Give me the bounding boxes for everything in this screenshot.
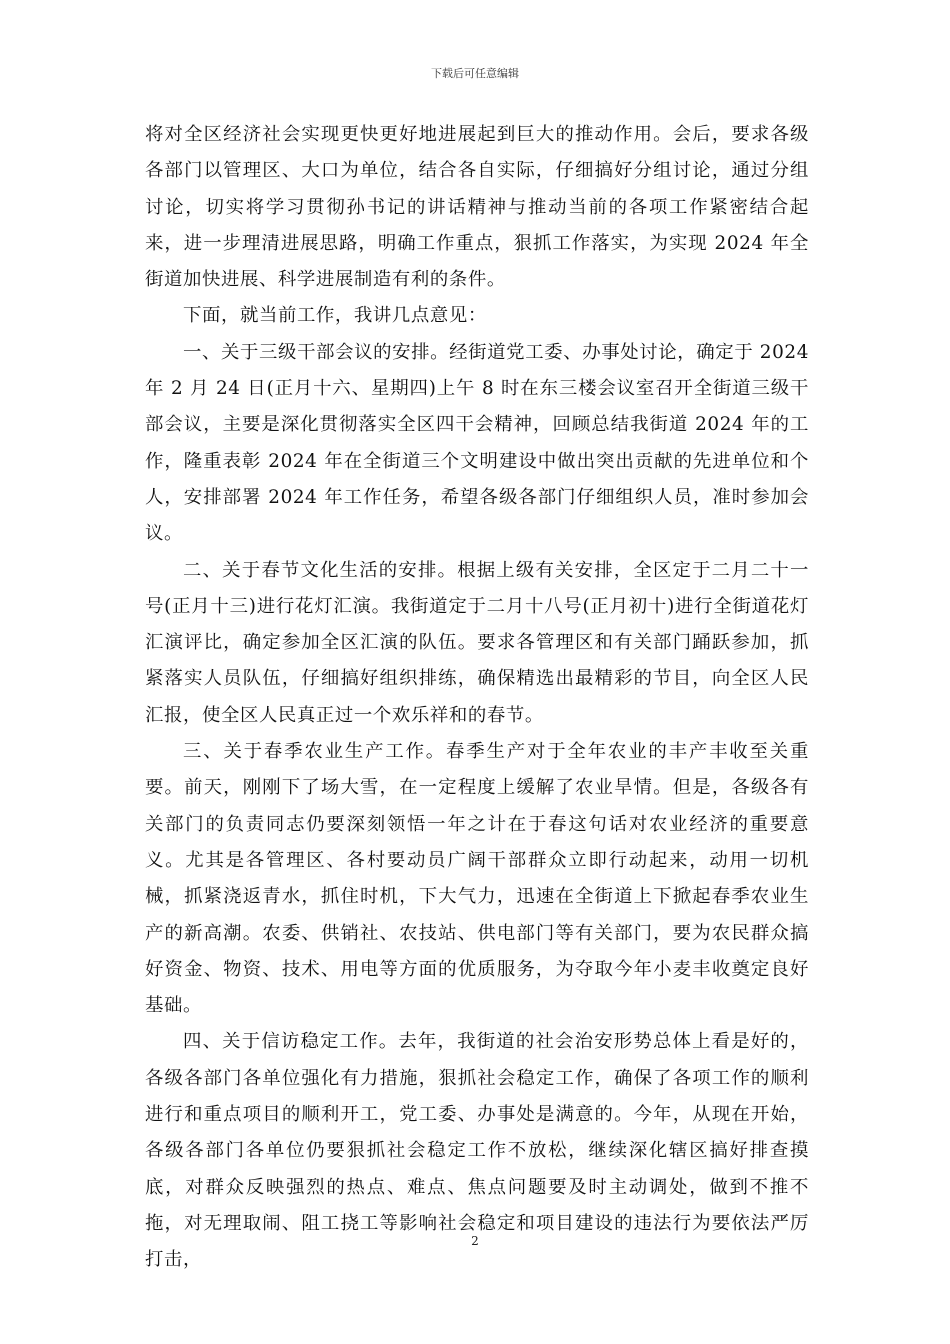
paragraph-intro: 下面，就当前工作，我讲几点意见： <box>183 305 487 327</box>
paragraph-section-4: 四、关于信访稳定工作。去年，我街道的社会治安形势总体上看是好的，各级各部门各单位强化有力措施，狠抓社会稳定工作，确保了各项工作的顺利进行和重点项目的顺利开工，党工委、办事处是满意的。今年，从现在开始，各级各部门各单位仍要狠抓社会稳定工作不放松，继续深化辖区搞好排查摸底，对群众反映强烈的热点、难点、焦点问题要及时主动调处，做到不推不拖，对无理取闹、阻工挠工等影响社会稳定和项目建设的违法行为要依法严厉打击， <box>145 1031 809 1271</box>
paragraph-section-3: 三、关于春季农业生产工作。春季生产对于全年农业的丰产丰收至关重要。前天，刚刚下了场大雪，在一定程度上缓解了农业旱情。但是，各级各有关部门的负责同志仍要深刻领悟一年之计在于春这句话对农业经济的重要意义。尤其是各管理区、各村要动员广阔干部群众立即行动起来，动用一切机械，抓紧浇返青水，抓住时机，下大气力，迅速在全街道上下掀起春季农业生产的新高潮。农委、供销社、农技站、供电部门等有关部门，要为农民群众搞好资金、物资、技术、用电等方面的优质服务，为夺取今年小麦丰收奠定良好基础。 <box>145 741 809 1017</box>
document-body <box>145 117 809 1279</box>
paragraph-continuation: 将对全区经济社会实现更快更好地进展起到巨大的推动作用。会后，要求各级各部门以管理区、大口为单位，结合各自实际，仔细搞好分组讨论，通过分组讨论，切实将学习贯彻孙书记的讲话精神与推动当前的各项工作紧密结合起来，进一步理清进展思路，明确工作重点，狠抓工作落实，为实现 2024 年全街道加快进展、科学进展制造有利的条件。 <box>145 124 809 291</box>
page-header: 下载后可任意编辑 <box>431 67 519 80</box>
page-number: 2 <box>471 1234 479 1248</box>
paragraph-section-1: 一、关于三级干部会议的安排。经街道党工委、办事处讨论，确定于 2024 年 2 月 24 日(正月十六、星期四)上午 8 时在东三楼会议室召开全街道三级干部会议，主要是深化贯彻落实全区四干会精神，回顾总结我街道 2024 年的工作，隆重表彰 2024 年在全街道三个文明建设中做出突出贡献的先进单位和个人，安排部署 2024 年工作任务，希望各级各部门仔细组织人员，准时参加会议。 <box>145 341 809 545</box>
paragraph-section-2: 二、关于春节文化生活的安排。根据上级有关安排，全区定于二月二十一号(正月十三)进行花灯汇演。我街道定于二月十八号(正月初十)进行全街道花灯汇演评比，确定参加全区汇演的队伍。要求各管理区和有关部门踊跃参加，抓紧落实人员队伍，仔细搞好组织排练，确保精选出最精彩的节目，向全区人民汇报，使全区人民真正过一个欢乐祥和的春节。 <box>145 559 809 726</box>
